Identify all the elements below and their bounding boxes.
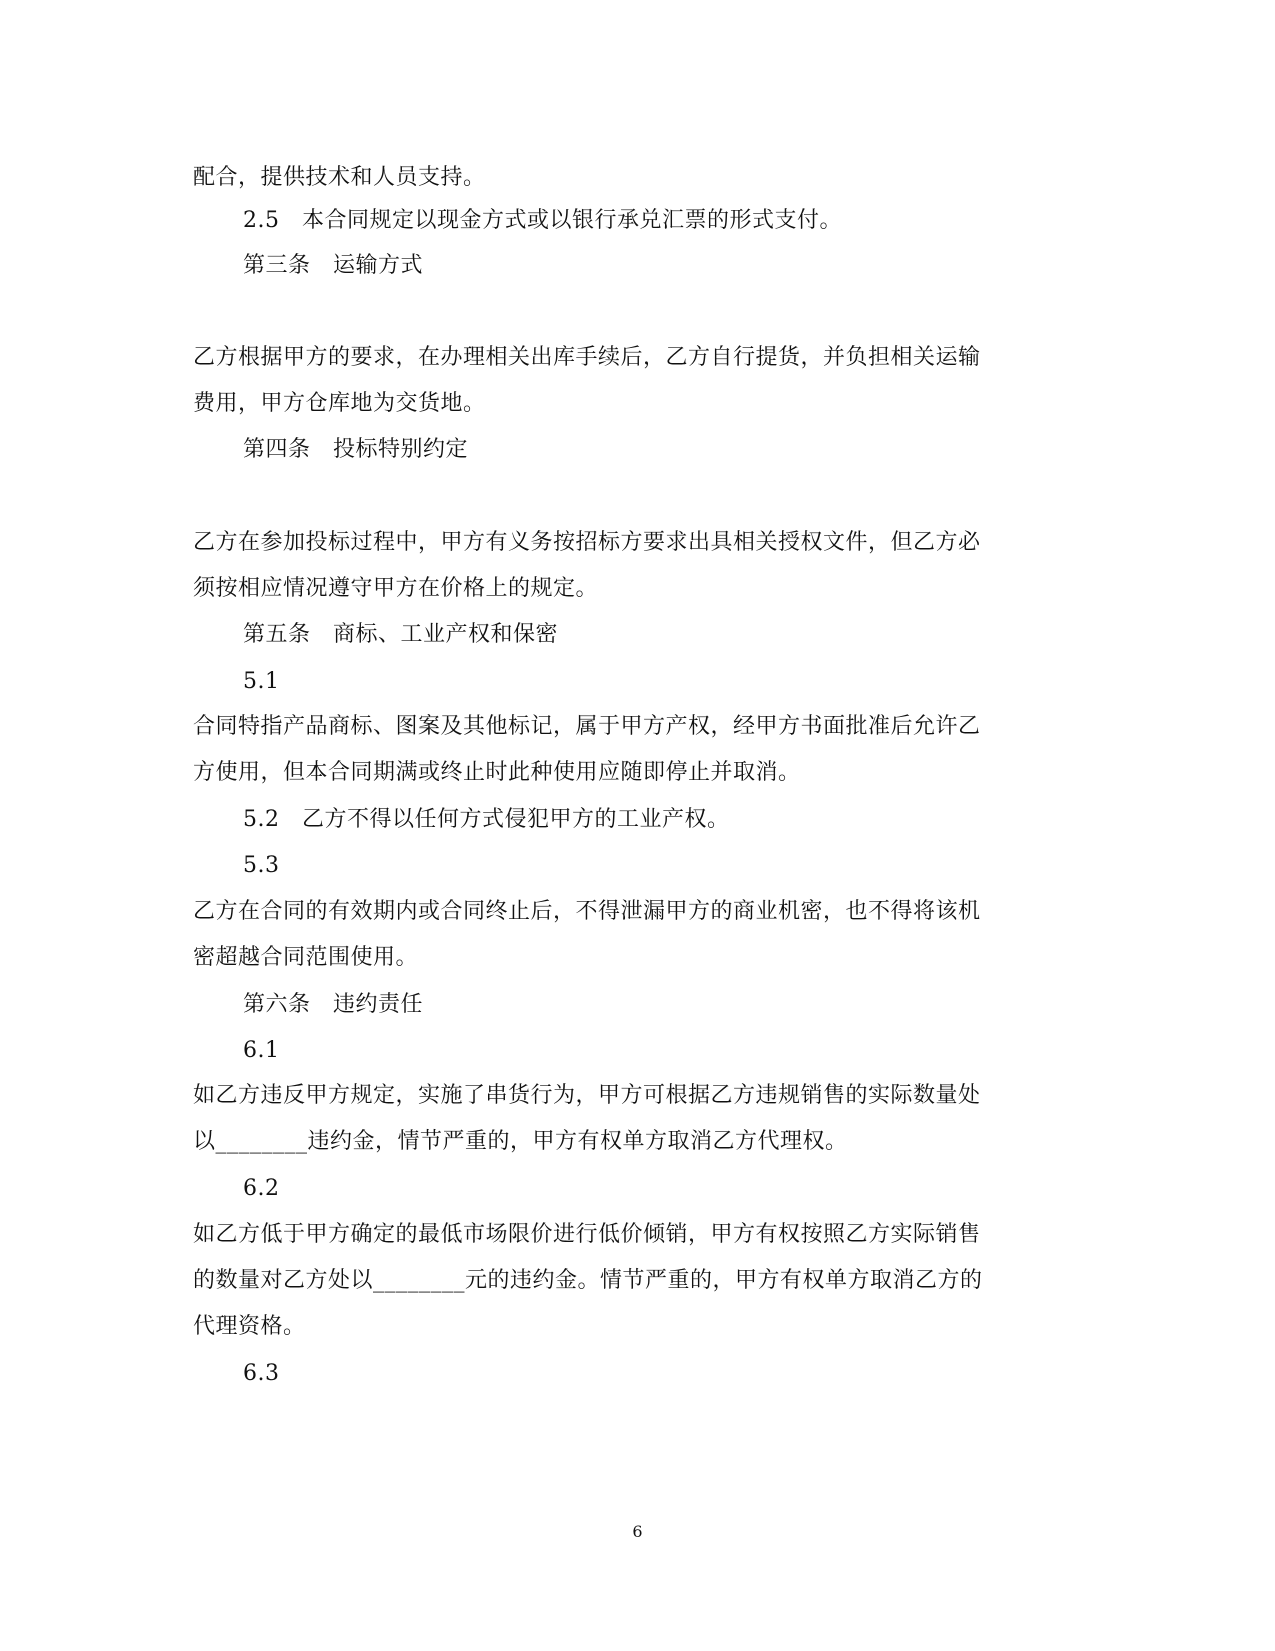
clause-6-1: 6.1 [243,1038,280,1063]
clause-6-2: 6.2 [243,1176,280,1201]
text-line: 以________违约金，情节严重的，甲方有权单方取消乙方代理权。 [193,1129,848,1154]
text-line: 乙方在合同的有效期内或合同终止后，不得泄漏甲方的商业机密，也不得将该机 [193,899,981,924]
text-line: 配合，提供技术和人员支持。 [193,165,486,190]
text-line: 如乙方违反甲方规定，实施了串货行为，甲方可根据乙方违规销售的实际数量处 [193,1083,981,1108]
clause-5-2: 5.2 乙方不得以任何方式侵犯甲方的工业产权。 [243,807,730,832]
text-line: 乙方在参加投标过程中，甲方有义务按招标方要求出具相关授权文件，但乙方必 [193,530,981,555]
text-line: 如乙方低于甲方确定的最低市场限价进行低价倾销，甲方有权按照乙方实际销售 [193,1222,981,1247]
text-line: 乙方根据甲方的要求，在办理相关出库手续后，乙方自行提货，并负担相关运输 [193,345,981,370]
text-line: 代理资格。 [193,1314,306,1339]
article-6-heading: 第六条 违约责任 [243,992,424,1017]
article-4-heading: 第四条 投标特别约定 [243,437,469,462]
clause-5-3: 5.3 [243,853,280,878]
text-line: 密超越合同范围使用。 [193,945,419,970]
clause-6-3: 6.3 [243,1361,280,1386]
article-5-heading: 第五条 商标、工业产权和保密 [243,622,559,647]
text-line: 方使用，但本合同期满或终止时此种使用应随即停止并取消。 [193,760,801,785]
text-line: 的数量对乙方处以________元的违约金。情节严重的，甲方有权单方取消乙方的 [193,1268,983,1293]
clause-5-1: 5.1 [243,669,280,694]
text-line: 费用，甲方仓库地为交货地。 [193,391,486,416]
text-line: 合同特指产品商标、图案及其他标记，属于甲方产权，经甲方书面批准后允许乙 [193,714,981,739]
article-3-heading: 第三条 运输方式 [243,253,424,278]
page-number: 6 [632,1522,643,1541]
text-line: 须按相应情况遵守甲方在价格上的规定。 [193,576,599,601]
clause-2-5: 2.5 本合同规定以现金方式或以银行承兑汇票的形式支付。 [243,208,842,233]
